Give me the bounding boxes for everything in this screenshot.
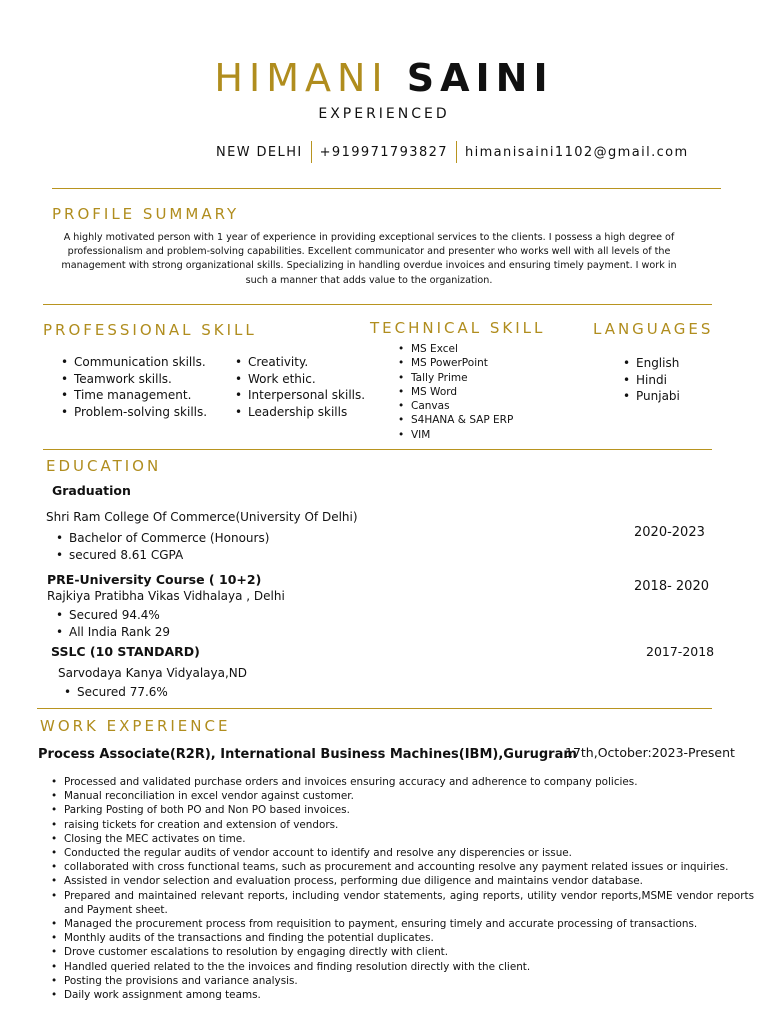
list-item: • Conducted the regular audits of vendor account to identify and resolve any disperencies or issue. <box>64 846 754 860</box>
divider <box>37 708 712 709</box>
graduation-points <box>53 530 269 564</box>
profile-heading: PROFILE SUMMARY <box>52 205 240 223</box>
list-item: • raising tickets for creation and extension of vendors. <box>64 818 754 832</box>
last-name: SAINI <box>406 56 554 100</box>
pre-university-points <box>53 607 170 641</box>
list-item: • Secured 94.4% <box>69 607 170 624</box>
list-item: • English <box>636 355 680 372</box>
responsibilities-list <box>48 775 754 1002</box>
list-item: • S4HANA & SAP ERP <box>411 413 513 427</box>
list-item: • Work ethic. <box>248 371 365 388</box>
email: himanisaini1102@gmail.com <box>464 144 689 160</box>
list-item: • Parking Posting of both PO and Non PO based invoices. <box>64 803 754 817</box>
list-item: • Communication skills. <box>74 354 207 371</box>
list-item: • Teamwork skills. <box>74 371 207 388</box>
graduation-years: 2020-2023 <box>634 525 705 540</box>
list-item: • collaborated with cross functional teams, such as procurement and accounting resolve any payment related issues or inquiries. <box>64 860 754 874</box>
list-item: • MS Excel <box>411 342 513 356</box>
list-item: • Monthly audits of the transactions and finding the potential duplicates. <box>64 931 754 945</box>
sslc-years: 2017-2018 <box>646 644 715 659</box>
pre-university-institution: Rajkiya Pratibha Vikas Vidhalaya , Delhi <box>47 589 285 603</box>
list-item: • Canvas <box>411 399 513 413</box>
technical-skill-list <box>395 342 513 442</box>
technical-skill-heading: TECHNICAL SKILL <box>370 319 546 337</box>
list-item: • Drove customer escalations to resolution by engaging directly with client. <box>64 945 754 959</box>
list-item: • Secured 77.6% <box>77 684 168 701</box>
list-item: • Posting the provisions and variance analysis. <box>64 974 754 988</box>
list-item: • Manual reconciliation in excel vendor against customer. <box>64 789 754 803</box>
list-item: • secured 8.61 CGPA <box>69 547 269 564</box>
list-item: • MS Word <box>411 385 513 399</box>
location: NEW DELHI <box>216 144 303 160</box>
list-item: • Hindi <box>636 372 680 389</box>
languages-list <box>620 355 680 405</box>
sslc-institution: Sarvodaya Kanya Vidyalaya,ND <box>58 666 247 680</box>
contact-divider <box>311 141 312 163</box>
contact-divider <box>456 141 457 163</box>
languages-heading: LANGUAGES <box>593 320 714 338</box>
list-item: • VIM <box>411 428 513 442</box>
list-item: • Prepared and maintained relevant reports, including vendor statements, aging reports, utility vendor reports,MSME vendor reports and Payment sheet. <box>64 889 754 917</box>
candidate-name <box>0 56 768 100</box>
profile-summary: A highly motivated person with 1 year of experience in providing exceptional services to the clients. I possess a high degree of professionalism and problem-solving capabilities. Excellent communicator and presenter who works well with all levels of the management with strong organizational skills. Specializing in handling overdue invoices and ensuring timely payment. I work in such a manner that adds value to the organization. <box>61 232 677 286</box>
divider <box>43 449 712 450</box>
list-item: • Managed the procurement process from requisition to payment, ensuring timely and accurate processing of transactions. <box>64 917 754 931</box>
sslc-title: SSLC (10 STANDARD) <box>51 644 200 659</box>
list-item: • Interpersonal skills. <box>248 387 365 404</box>
phone: +919971793827 <box>319 144 448 160</box>
professional-skill-list-1 <box>58 354 207 420</box>
list-item: • MS PowerPoint <box>411 356 513 370</box>
list-item: • Punjabi <box>636 388 680 405</box>
pre-university-years: 2018- 2020 <box>634 579 709 594</box>
subtitle: EXPERIENCED <box>318 106 450 122</box>
job-date: 17th,October:2023-Present <box>565 745 735 760</box>
work-experience-heading: WORK EXPERIENCE <box>40 717 231 735</box>
list-item: • Tally Prime <box>411 371 513 385</box>
list-item: • Bachelor of Commerce (Honours) <box>69 530 269 547</box>
job-title: Process Associate(R2R), International Business Machines(IBM),Gurugram <box>38 747 577 762</box>
pre-university-title: PRE-University Course ( 10+2) <box>47 572 262 587</box>
list-item: • Closing the MEC activates on time. <box>64 832 754 846</box>
list-item: • Leadership skills <box>248 404 365 421</box>
list-item: • Time management. <box>74 387 207 404</box>
list-item: • Problem-solving skills. <box>74 404 207 421</box>
sslc-points <box>61 684 168 701</box>
list-item: • Processed and validated purchase orders and invoices ensuring accuracy and adherence to company policies. <box>64 775 754 789</box>
list-item: • Creativity. <box>248 354 365 371</box>
professional-skill-list-2 <box>232 354 365 420</box>
divider <box>52 188 721 189</box>
graduation-title: Graduation <box>52 483 131 498</box>
list-item: • Handled queried related to the the invoices and finding resolution directly with the client. <box>64 960 754 974</box>
graduation-institution: Shri Ram College Of Commerce(University Of Delhi) <box>46 510 358 524</box>
list-item: • Assisted in vendor selection and evaluation process, performing due diligence and maintains vendor database. <box>64 874 754 888</box>
contact-bar <box>216 141 736 163</box>
list-item: • Daily work assignment among teams. <box>64 988 754 1002</box>
list-item: • All India Rank 29 <box>69 624 170 641</box>
first-name: HIMANI <box>214 56 389 100</box>
professional-skill-heading: PROFESSIONAL SKILL <box>43 321 257 339</box>
divider <box>43 304 712 305</box>
education-heading: EDUCATION <box>46 457 162 475</box>
